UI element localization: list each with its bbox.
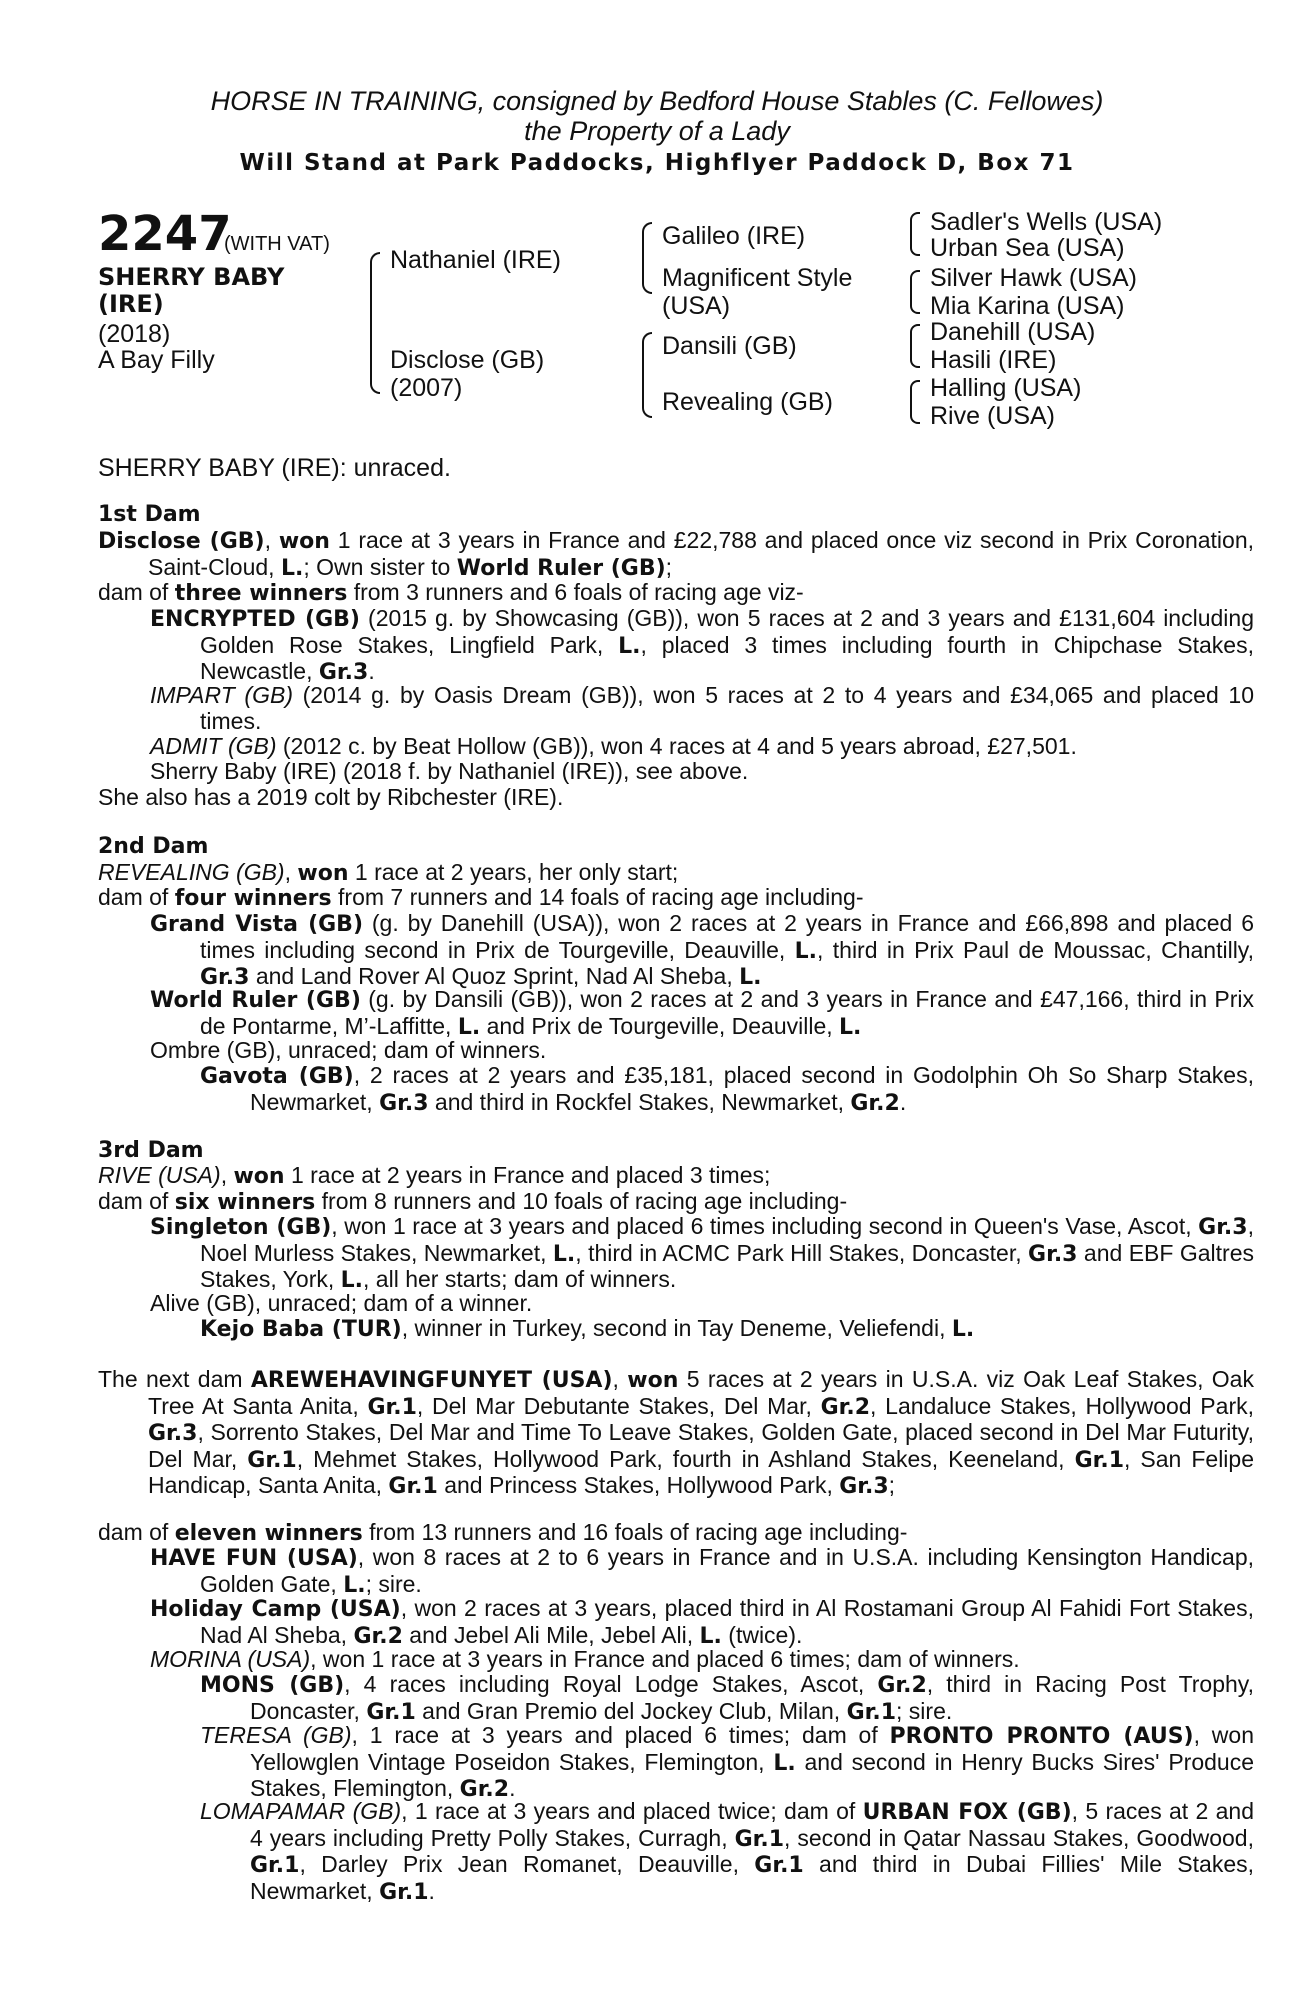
sire-dam: Magnificent Style xyxy=(662,264,853,292)
pedigree-ddd: Rive (USA) xyxy=(930,402,1056,430)
pedigree-dds: Halling (USA) xyxy=(930,374,1082,402)
horse-name: SHERRY BABY (IRE) xyxy=(98,263,285,318)
next-dam-produce: dam of eleven winners from 13 runners and 16 foals of racing age including- xyxy=(98,1519,908,1546)
sire-dam-country: (USA) xyxy=(662,292,731,320)
third-dam-summary: RIVE (USA), won 1 race at 2 years in France and placed 3 times; xyxy=(98,1162,771,1189)
second-dam-summary: REVEALING (GB), won 1 race at 2 years, her only start; xyxy=(98,859,679,886)
third-dam-heading: 3rd Dam xyxy=(98,1138,204,1163)
horse-description: A Bay Filly xyxy=(98,346,215,374)
dam-dam: Revealing (GB) xyxy=(662,388,833,416)
dam: Disclose (GB) xyxy=(390,346,545,374)
first-dam-also: She also has a 2019 colt by Ribchester (IRE). xyxy=(98,784,564,810)
lot-number: 2247 xyxy=(98,206,232,262)
sire-brace xyxy=(642,222,652,294)
produce-mons: MONS (GB), 4 races including Royal Lodge Stakes, Ascot, Gr.2, third in Racing Post Trophy, Doncaster, Gr.1 and Gran Premio del Jockey Club, Milan, Gr.1; sire. xyxy=(200,1671,1254,1725)
first-dam-heading: 1st Dam xyxy=(98,502,201,527)
racing-record: SHERRY BABY (IRE): unraced. xyxy=(98,454,451,482)
vat-note: (WITH VAT) xyxy=(224,233,330,255)
pedigree-sds: Silver Hawk (USA) xyxy=(930,264,1137,292)
pedigree-brace xyxy=(370,252,380,394)
consignor-line: HORSE IN TRAINING, consigned by Bedford House Stables (C. Fellowes) xyxy=(210,86,1104,116)
produce-ombre: Ombre (GB), unraced; dam of winners. xyxy=(150,1037,547,1063)
pedigree-sss: Sadler's Wells (USA) xyxy=(930,208,1163,236)
property-line: the Property of a Lady xyxy=(524,116,790,146)
produce-grand-vista: Grand Vista (GB) (g. by Danehill (USA)), won 2 races at 2 years in France and £66,898 and placed 6 times including second in Prix de Tourgeville, Deauville, L., third in Prix Paul de Moussac, Chantilly, Gr.3 and Land Rover Al Quoz Sprint, Nad Al Sheba, L. xyxy=(150,910,1254,990)
sire-sire: Galileo (IRE) xyxy=(662,222,806,250)
produce-teresa: TERESA (GB), 1 race at 3 years and placed 6 times; dam of PRONTO PRONTO (AUS), won Yellowglen Vintage Poseidon Stakes, Flemington, L. and second in Henry Bucks Sires' Produce Stakes, Flemington, Gr.2. xyxy=(200,1722,1254,1802)
dam-year: (2007) xyxy=(390,374,463,402)
location-line: Will Stand at Park Paddocks, Highflyer Paddock D, Box 71 xyxy=(239,150,1075,176)
pedigree-dsd: Hasili (IRE) xyxy=(930,346,1057,374)
produce-encrypted: ENCRYPTED (GB) (2015 g. by Showcasing (GB)), won 5 races at 2 and 3 years and £131,604 including Golden Rose Stakes, Lingfield Park, L., placed 3 times including fourth in Chipchase Stakes, Newcastle, Gr.3. xyxy=(150,605,1254,685)
produce-admit: ADMIT (GB) (2012 c. by Beat Hollow (GB)), won 4 races at 4 and 5 years abroad, £27,501. xyxy=(150,733,1077,759)
second-dam-heading: 2nd Dam xyxy=(98,834,209,859)
brace-g3-4 xyxy=(910,380,920,424)
first-dam-produce: dam of three winners from 3 runners and 6 foals of racing age viz- xyxy=(98,579,804,606)
pedigree-dss: Danehill (USA) xyxy=(930,318,1096,346)
produce-gavota: Gavota (GB), 2 races at 2 years and £35,181, placed second in Godolphin Oh So Sharp Stakes, Newmarket, Gr.3 and third in Rockfel Stakes, Newmarket, Gr.2. xyxy=(200,1062,1254,1116)
produce-impart: IMPART (GB) (2014 g. by Oasis Dream (GB)), won 5 races at 2 to 4 years and £34,065 and placed 10 times. xyxy=(150,682,1254,734)
third-dam-produce: dam of six winners from 8 runners and 10 foals of racing age including- xyxy=(98,1188,848,1215)
produce-alive: Alive (GB), unraced; dam of a winner. xyxy=(150,1290,533,1316)
foaling-year: (2018) xyxy=(98,320,171,348)
dam-brace xyxy=(642,332,652,418)
dam-sire: Dansili (GB) xyxy=(662,332,797,360)
first-dam-summary: Disclose (GB), won 1 race at 3 years in France and £22,788 and placed once viz second in Prix Coronation, Saint-Cloud, L.; Own sister to World Ruler (GB); xyxy=(98,527,1254,581)
produce-holiday-camp: Holiday Camp (USA), won 2 races at 3 years, placed third in Al Rostamani Group Al Fahidi Fort Stakes, Nad Al Sheba, Gr.2 and Jebel Ali Mile, Jebel Ali, L. (twice). xyxy=(150,1595,1254,1649)
produce-singleton: Singleton (GB), won 1 race at 3 years and placed 6 times including second in Queen's Vase, Ascot, Gr.3, Noel Murless Stakes, Newmarket, L., third in ACMC Park Hill Stakes, Doncaster, Gr.3 and EBF Galtres Stakes, York, L., all her starts; dam of winners. xyxy=(150,1213,1254,1293)
next-dam-summary: The next dam AREWEHAVINGFUNYET (USA), won 5 races at 2 years in U.S.A. viz Oak Leaf Stakes, Oak Tree At Santa Anita, Gr.1, Del Mar Debutante Stakes, Del Mar, Gr.2, Landaluce Stakes, Hollywood Park, Gr.3, Sorrento Stakes, Del Mar and Time To Leave Stakes, Golden Gate, placed second in Del Mar Futurity, Del Mar, Gr.1, Mehmet Stakes, Hollywood Park, fourth in Ashland Stakes, Keeneland, Gr.1, San Felipe Handicap, Santa Anita, Gr.1 and Princess Stakes, Hollywood Park, Gr.3; xyxy=(98,1366,1254,1499)
pedigree-sdd: Mia Karina (USA) xyxy=(930,292,1125,320)
sire: Nathaniel (IRE) xyxy=(390,246,561,274)
produce-lomapamar: LOMAPAMAR (GB), 1 race at 3 years and placed twice; dam of URBAN FOX (GB), 5 races at 2 and 4 years including Pretty Polly Stakes, Curragh, Gr.1, second in Qatar Nassau Stakes, Goodwood, Gr.1, Darley Prix Jean Romanet, Deauville, Gr.1 and third in Dubai Fillies' Mile Stakes, Newmarket, Gr.1. xyxy=(200,1798,1255,1905)
brace-g3-2 xyxy=(910,270,920,314)
produce-morina: MORINA (USA), won 1 race at 3 years in France and placed 6 times; dam of winners. xyxy=(150,1646,1020,1672)
produce-sherry-baby: Sherry Baby (IRE) (2018 f. by Nathaniel (IRE)), see above. xyxy=(150,758,749,784)
pedigree-ssd: Urban Sea (USA) xyxy=(930,234,1125,262)
produce-have-fun: HAVE FUN (USA), won 8 races at 2 to 6 years in France and in U.S.A. including Kensington Handicap, Golden Gate, L.; sire. xyxy=(150,1544,1254,1598)
second-dam-produce: dam of four winners from 7 runners and 14 foals of racing age including- xyxy=(98,884,864,911)
brace-g3-3 xyxy=(910,324,920,368)
produce-kejo-baba: Kejo Baba (TUR), winner in Turkey, second in Tay Deneme, Veliefendi, L. xyxy=(200,1315,975,1342)
brace-g3-1 xyxy=(910,212,920,256)
produce-world-ruler: World Ruler (GB) (g. by Dansili (GB)), won 2 races at 2 and 3 years in France and £47,166, third in Prix de Pontarme, M’-Laffitte, L. and Prix de Tourgeville, Deauville, L. xyxy=(150,986,1254,1040)
